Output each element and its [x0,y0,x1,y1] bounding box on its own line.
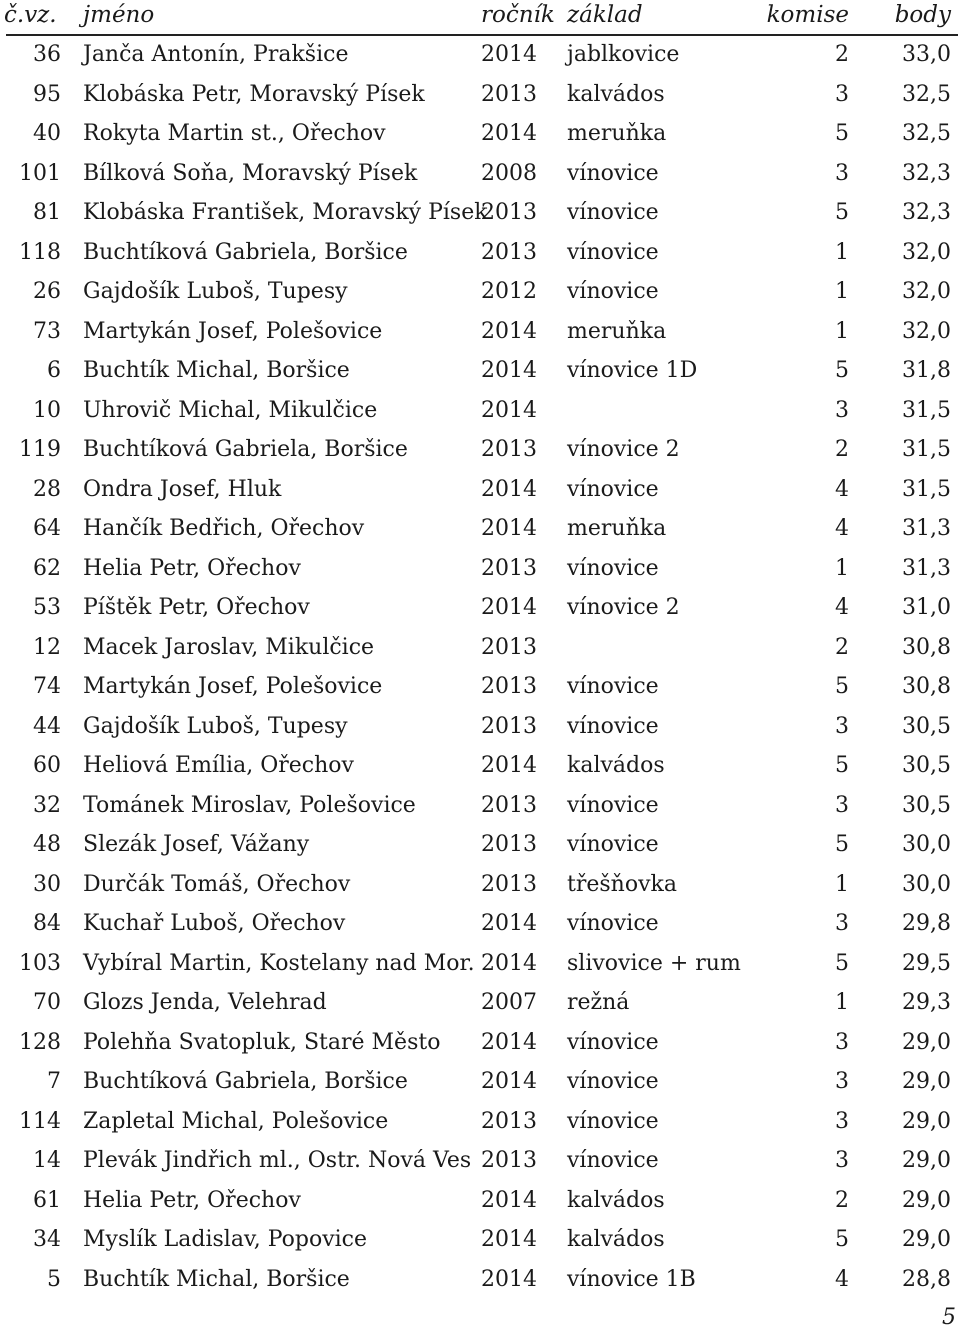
cell-sample-number: 7 [47,1069,61,1094]
cell-points: 30,5 [902,792,951,818]
cell-committee: 2 [835,634,849,660]
cell-sample-number: 53 [33,595,61,620]
cell-name: Klobáska František, Moravský Písek [83,200,488,225]
cell-committee: 1 [835,990,849,1015]
cell-base: slivovice + rum [567,950,741,976]
table-row [0,868,960,908]
cell-points: 29,0 [902,1029,951,1055]
cell-base: vínovice [567,911,659,936]
cell-base: vínovice [567,674,659,699]
cell-base: vínovice [567,555,659,581]
cell-year: 2013 [481,239,537,265]
cell-sample-number: 119 [19,437,61,462]
cell-year: 2014 [481,1227,537,1252]
cell-sample-number: 44 [33,713,61,739]
cell-name: Helia Petr, Ořechov [83,555,301,581]
cell-year: 2014 [481,1187,537,1213]
cell-year: 2013 [481,437,537,462]
cell-points: 31,5 [902,397,951,423]
cell-points: 30,5 [902,713,951,739]
cell-name: Martykán Josef, Polešovice [83,318,383,344]
table-row [0,1065,960,1105]
header-year: ročník [481,2,555,28]
cell-base: kalvádos [567,1227,665,1252]
cell-year: 2013 [481,713,537,739]
cell-committee: 3 [835,160,849,186]
table-row [0,354,960,394]
cell-base: vínovice [567,1069,659,1094]
cell-base: vínovice [567,792,659,818]
table-row [0,315,960,355]
cell-sample-number: 103 [19,950,61,976]
cell-year: 2014 [481,476,537,502]
cell-base: vínovice [567,1108,659,1134]
cell-sample-number: 40 [33,121,61,146]
cell-base: třešňovka [567,871,677,897]
cell-points: 30,8 [902,674,951,699]
cell-name: Vybíral Martin, Kostelany nad Mor. [83,950,475,976]
cell-base: kalvádos [567,81,665,107]
cell-committee: 1 [835,239,849,265]
cell-base: meruňka [567,516,667,541]
cell-name: Buchtíková Gabriela, Boršice [83,1069,408,1094]
cell-committee: 1 [835,279,849,304]
cell-committee: 4 [835,1266,849,1292]
cell-base: meruňka [567,318,667,344]
cell-name: Plevák Jindřich ml., Ostr. Nová Ves [83,1148,472,1173]
table-row [0,631,960,671]
table-row [0,38,960,78]
cell-points: 29,5 [902,950,951,976]
cell-sample-number: 61 [33,1187,61,1213]
cell-base: kalvádos [567,753,665,778]
table-row [0,394,960,434]
cell-year: 2008 [481,160,537,186]
table-row [0,591,960,631]
cell-name: Macek Jaroslav, Mikulčice [83,634,375,660]
cell-year: 2013 [481,792,537,818]
table-row [0,1144,960,1184]
cell-points: 31,3 [902,555,951,581]
cell-committee: 1 [835,555,849,581]
table-row [0,236,960,276]
cell-committee: 5 [835,832,849,857]
cell-year: 2014 [481,42,537,67]
table-row [0,512,960,552]
header-committee: komise [766,2,849,28]
cell-points: 32,0 [902,279,951,304]
cell-year: 2014 [481,318,537,344]
table-row [0,710,960,750]
page-number: 5 [942,1305,956,1330]
cell-committee: 3 [835,1029,849,1055]
cell-points: 29,0 [902,1227,951,1252]
cell-points: 31,3 [902,516,951,541]
cell-base: vínovice 2 [567,595,680,620]
cell-sample-number: 114 [19,1108,61,1134]
cell-name: Píštěk Petr, Ořechov [83,595,310,620]
cell-points: 30,8 [902,634,951,660]
table-row [0,789,960,829]
cell-committee: 3 [835,1148,849,1173]
table-row [0,117,960,157]
cell-committee: 5 [835,358,849,383]
cell-points: 30,5 [902,753,951,778]
cell-base: vínovice [567,1148,659,1173]
cell-year: 2014 [481,1069,537,1094]
cell-base: vínovice 1B [567,1266,696,1292]
table-row [0,1184,960,1224]
cell-committee: 2 [835,42,849,67]
cell-committee: 5 [835,121,849,146]
cell-base: kalvádos [567,1187,665,1213]
cell-year: 2013 [481,871,537,897]
cell-year: 2013 [481,81,537,107]
cell-committee: 5 [835,674,849,699]
cell-year: 2014 [481,1029,537,1055]
cell-name: Klobáska Petr, Moravský Písek [83,81,425,107]
cell-name: Zapletal Michal, Polešovice [83,1108,389,1134]
cell-sample-number: 32 [33,792,61,818]
cell-committee: 3 [835,397,849,423]
cell-year: 2007 [481,990,537,1015]
cell-year: 2014 [481,950,537,976]
cell-name: Janča Antonín, Prakšice [83,42,349,67]
cell-sample-number: 74 [33,674,61,699]
cell-name: Heliová Emília, Ořechov [83,753,354,778]
cell-committee: 5 [835,200,849,225]
cell-name: Slezák Josef, Vážany [83,832,310,857]
cell-sample-number: 12 [33,634,61,660]
cell-points: 29,8 [902,911,951,936]
cell-name: Buchtík Michal, Boršice [83,358,350,383]
table-row [0,78,960,118]
cell-name: Buchtík Michal, Boršice [83,1266,350,1292]
cell-points: 32,0 [902,239,951,265]
cell-committee: 3 [835,1069,849,1094]
cell-sample-number: 64 [33,516,61,541]
cell-name: Helia Petr, Ořechov [83,1187,301,1213]
cell-sample-number: 62 [33,555,61,581]
cell-committee: 5 [835,753,849,778]
cell-points: 31,8 [902,358,951,383]
table-row [0,749,960,789]
cell-points: 30,0 [902,871,951,897]
cell-committee: 2 [835,1187,849,1213]
table-row [0,1026,960,1066]
table-row [0,433,960,473]
cell-sample-number: 30 [33,871,61,897]
cell-year: 2013 [481,832,537,857]
cell-sample-number: 128 [19,1029,61,1055]
cell-points: 32,3 [902,160,951,186]
cell-year: 2013 [481,674,537,699]
cell-year: 2012 [481,279,537,304]
cell-committee: 1 [835,318,849,344]
cell-base: vínovice [567,476,659,502]
table-header [0,0,960,34]
cell-year: 2013 [481,634,537,660]
cell-name: Hančík Bedřich, Ořechov [83,516,365,541]
cell-points: 29,3 [902,990,951,1015]
cell-sample-number: 10 [33,397,61,423]
table-row [0,947,960,987]
cell-points: 28,8 [902,1266,951,1292]
cell-sample-number: 81 [33,200,61,225]
cell-year: 2014 [481,358,537,383]
cell-committee: 3 [835,911,849,936]
cell-points: 31,0 [902,595,951,620]
cell-sample-number: 48 [33,832,61,857]
cell-name: Buchtíková Gabriela, Boršice [83,437,408,462]
cell-sample-number: 5 [47,1266,61,1292]
header-divider [6,34,958,36]
cell-points: 30,0 [902,832,951,857]
cell-name: Rokyta Martin st., Ořechov [83,121,386,146]
cell-points: 29,0 [902,1108,951,1134]
cell-committee: 3 [835,1108,849,1134]
cell-name: Myslík Ladislav, Popovice [83,1227,368,1252]
cell-sample-number: 6 [47,358,61,383]
cell-name: Polehňa Svatopluk, Staré Město [83,1029,441,1055]
cell-year: 2014 [481,595,537,620]
cell-committee: 4 [835,476,849,502]
cell-year: 2014 [481,121,537,146]
table-row [0,552,960,592]
cell-year: 2014 [481,516,537,541]
cell-base: vínovice [567,160,659,186]
cell-sample-number: 60 [33,753,61,778]
cell-committee: 3 [835,81,849,107]
cell-sample-number: 34 [33,1227,61,1252]
cell-points: 29,0 [902,1187,951,1213]
cell-year: 2013 [481,1108,537,1134]
table-row [0,670,960,710]
cell-base: jablkovice [567,42,680,67]
cell-points: 32,3 [902,200,951,225]
cell-year: 2013 [481,1148,537,1173]
cell-committee: 1 [835,871,849,897]
cell-name: Glozs Jenda, Velehrad [83,990,327,1015]
cell-sample-number: 118 [19,239,61,265]
cell-base: vínovice 2 [567,437,680,462]
cell-points: 31,5 [902,476,951,502]
table-row [0,828,960,868]
cell-name: Gajdošík Luboš, Tupesy [83,713,348,739]
cell-base: vínovice [567,713,659,739]
cell-year: 2013 [481,200,537,225]
cell-points: 32,5 [902,81,951,107]
cell-points: 31,5 [902,437,951,462]
table-row [0,275,960,315]
cell-sample-number: 26 [33,279,61,304]
header-base: základ [567,2,643,28]
cell-name: Durčák Tomáš, Ořechov [83,871,351,897]
cell-name: Martykán Josef, Polešovice [83,674,383,699]
cell-year: 2013 [481,555,537,581]
cell-base: vínovice [567,200,659,225]
cell-year: 2014 [481,911,537,936]
table-row [0,196,960,236]
cell-sample-number: 101 [19,160,61,186]
table-row [0,1105,960,1145]
cell-name: Kuchař Luboš, Ořechov [83,911,346,936]
table-row [0,473,960,513]
cell-name: Ondra Josef, Hluk [83,476,282,502]
cell-sample-number: 73 [33,318,61,344]
cell-committee: 3 [835,792,849,818]
cell-points: 32,0 [902,318,951,344]
cell-base: vínovice 1D [567,358,698,383]
cell-sample-number: 28 [33,476,61,502]
cell-committee: 2 [835,437,849,462]
table-row [0,986,960,1026]
cell-points: 29,0 [902,1148,951,1173]
cell-sample-number: 95 [33,81,61,107]
cell-points: 29,0 [902,1069,951,1094]
cell-committee: 4 [835,516,849,541]
header-sample-number: č.vz. [4,2,57,28]
cell-committee: 5 [835,1227,849,1252]
cell-year: 2014 [481,397,537,423]
cell-committee: 4 [835,595,849,620]
cell-base: režná [567,990,630,1015]
cell-name: Bílková Soňa, Moravský Písek [83,160,418,186]
cell-sample-number: 36 [33,42,61,67]
cell-year: 2014 [481,1266,537,1292]
header-points: body [894,2,951,28]
cell-sample-number: 84 [33,911,61,936]
cell-base: vínovice [567,239,659,265]
table-row [0,157,960,197]
cell-base: vínovice [567,832,659,857]
cell-points: 32,5 [902,121,951,146]
cell-sample-number: 14 [33,1148,61,1173]
cell-points: 33,0 [902,42,951,67]
table-row [0,907,960,947]
cell-name: Uhrovič Michal, Mikulčice [83,397,378,423]
table-row [0,1263,960,1303]
header-name: jméno [83,2,155,28]
cell-committee: 5 [835,950,849,976]
cell-name: Gajdošík Luboš, Tupesy [83,279,348,304]
cell-name: Buchtíková Gabriela, Boršice [83,239,408,265]
cell-base: meruňka [567,121,667,146]
cell-name: Tománek Miroslav, Polešovice [83,792,416,818]
cell-base: vínovice [567,279,659,304]
cell-base: vínovice [567,1029,659,1055]
cell-committee: 3 [835,713,849,739]
table-row [0,1223,960,1263]
cell-sample-number: 70 [33,990,61,1015]
cell-year: 2014 [481,753,537,778]
